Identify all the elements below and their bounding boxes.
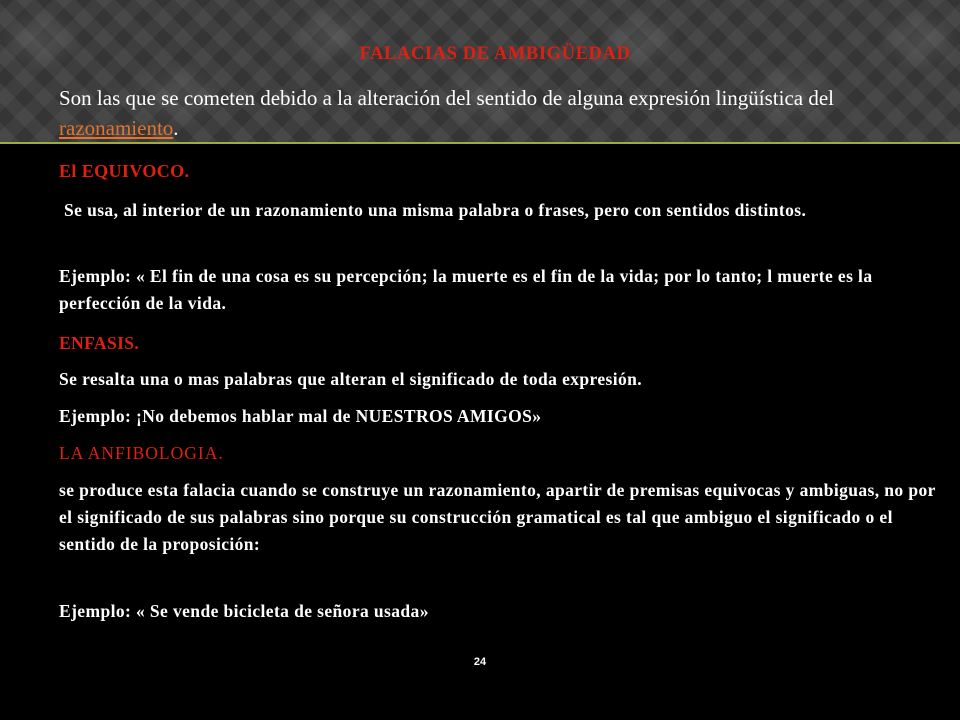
heading-anfibologia: LA ANFIBOLOGIA.: [59, 443, 224, 463]
equivoco-definition: Se usa, al interior de un razonamiento una misma palabra o frases, pero con sentidos distintos.: [64, 200, 807, 220]
page-number: 24: [473, 656, 487, 668]
slide-title: FALACIAS DE AMBIGÜEDAD: [359, 44, 631, 64]
heading-enfasis: ENFASIS.: [59, 333, 140, 353]
enfasis-definition: Se resalta una o mas palabras que alteran el significado de toda expresión.: [59, 369, 643, 389]
anfibologia-example: Ejemplo: « Se vende bicicleta de señora usada»: [59, 601, 429, 621]
enfasis-example: Ejemplo: ¡No debemos hablar mal de NUESTROS AMIGOS»: [59, 406, 542, 426]
anfibologia-definition: se produce esta falacia cuando se construye un razonamiento, apartir de premisas equivocas y ambiguas, no por el significado de sus palabras sino porque su construcción gramatical es tal que ambiguo el significado o el sentido de la proposición:: [59, 480, 936, 554]
intro-end: .: [173, 116, 179, 140]
intro-text: Son las que se cometen debido a la alteración del sentido de alguna expresión lingüística del: [59, 86, 835, 110]
heading-equivoco: El EQUIVOCO.: [59, 161, 190, 181]
equivoco-example: Ejemplo: « El fin de una cosa es su percepción; la muerte es el fin de la vida; por lo tanto; l muerte es la perfección de la vida.: [59, 266, 873, 313]
intro-paragraph: [59, 83, 939, 143]
razonamiento-link[interactable]: razonamiento: [59, 116, 174, 140]
